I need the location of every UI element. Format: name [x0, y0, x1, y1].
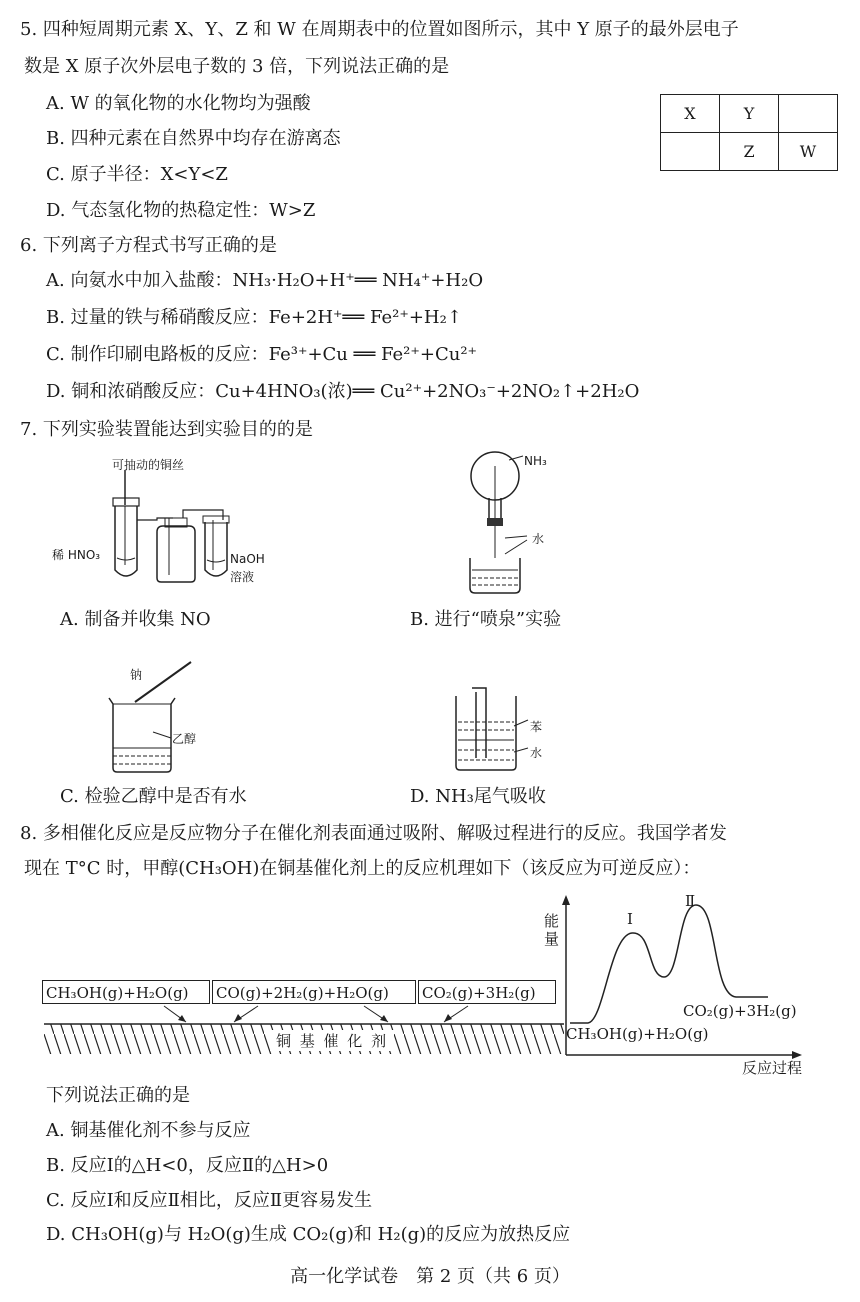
cell-empty-2 [661, 133, 720, 171]
page-footer: 高一化学试卷 第 2 页（共 6 页） [290, 1266, 570, 1287]
q5-option-d: D. 气态氢化物的热稳定性：W>Z [46, 200, 316, 221]
q5-stem-line1: 5. 四种短周期元素 X、Y、Z 和 W 在周期表中的位置如图所示，其中 Y 原子的最外层电子 [20, 19, 739, 40]
label-nh3: NH₃ [524, 454, 547, 468]
apparatus-c-drawing [105, 660, 205, 780]
q7-stem: 7. 下列实验装置能达到实验目的的是 [20, 419, 313, 440]
progress-axis-label: 反应过程 [742, 1059, 803, 1077]
label-ethanol: 乙醇 [172, 732, 197, 746]
label-solution: 溶液 [230, 570, 255, 584]
label-dilute-hno3: 稀 HNO₃ [52, 548, 101, 562]
q8-stem-line2: 现在 T°C 时，甲醇(CH₃OH)在铜基催化剂上的反应机理如下（该反应为可逆反应）： [24, 858, 701, 879]
apparatus-b-drawing [465, 448, 545, 598]
q6-option-c: C. 制作印刷电路板的反应：Fe³⁺+Cu ══ Fe²⁺+Cu²⁺ [46, 344, 478, 365]
cell-z: Z [720, 133, 779, 171]
q8-option-d: D. CH₃OH(g)与 H₂O(g)生成 CO₂(g)和 H₂(g)的反应为放热反应 [46, 1224, 571, 1245]
reactant-energy-label: CH₃OH(g)+H₂O(g) [566, 1025, 709, 1043]
periodic-table-fragment [660, 94, 838, 171]
label-copper-wire: 可抽动的铜丝 [112, 458, 185, 472]
q6-stem: 6. 下列离子方程式书写正确的是 [20, 235, 277, 256]
q6-option-b: B. 过量的铁与稀硝酸反应：Fe+2H⁺══ Fe²⁺+H₂↑ [46, 307, 462, 328]
label-sodium: 钠 [130, 668, 143, 682]
q8-prompt: 下列说法正确的是 [46, 1085, 190, 1106]
cell-y: Y [720, 95, 779, 133]
energy-axis-label: 能量 [544, 912, 560, 948]
q7-option-d: D. NH₃尾气吸收 [410, 786, 546, 807]
apparatus-d-drawing [452, 686, 542, 776]
peak-label-2: Ⅱ [685, 892, 696, 910]
label-water-d: 水 [530, 746, 543, 760]
q5-option-b: B. 四种元素在自然界中均存在游离态 [46, 128, 341, 149]
q6-option-a: A. 向氨水中加入盐酸：NH₃·H₂O+H⁺══ NH₄⁺+H₂O [46, 270, 484, 291]
label-naoh: NaOH [230, 552, 265, 566]
cell-empty-1 [779, 95, 838, 133]
q7-option-a: A. 制备并收集 NO [60, 609, 211, 630]
q8-stem-line1: 8. 多相催化反应是反应物分子在催化剂表面通过吸附、解吸过程进行的反应。我国学者发 [20, 823, 727, 844]
mechanism-box-products: CO₂(g)+3H₂(g) [418, 980, 556, 1004]
cell-x: X [661, 95, 720, 133]
q8-option-c: C. 反应Ⅰ和反应Ⅱ相比，反应Ⅱ更容易发生 [46, 1190, 373, 1211]
mechanism-box-intermediate: CO(g)+2H₂(g)+H₂O(g) [212, 980, 416, 1004]
q5-option-c: C. 原子半径：X<Y<Z [46, 164, 228, 185]
q8-option-a: A. 铜基催化剂不参与反应 [46, 1120, 251, 1141]
q5-stem-line2: 数是 X 原子次外层电子数的 3 倍，下列说法正确的是 [24, 56, 450, 77]
product-energy-label: CO₂(g)+3H₂(g) [683, 1002, 797, 1020]
cell-w: W [779, 133, 838, 171]
label-water-b: 水 [532, 532, 545, 546]
q7-option-b: B. 进行“喷泉”实验 [410, 609, 562, 630]
label-benzene: 苯 [530, 720, 543, 734]
q6-option-d: D. 铜和浓硝酸反应：Cu+4HNO₃(浓)══ Cu²⁺+2NO₃⁻+2NO₂↑+2H₂O [46, 381, 640, 402]
q5-option-a: A. W 的氧化物的水化物均为强酸 [46, 93, 311, 114]
mechanism-box-reactants: CH₃OH(g)+H₂O(g) [42, 980, 210, 1004]
q8-option-b: B. 反应Ⅰ的△H<0，反应Ⅱ的△H>0 [46, 1155, 329, 1176]
peak-label-1: Ⅰ [627, 910, 633, 928]
catalyst-label: 铜 基 催 化 剂 [270, 1030, 394, 1051]
q7-option-c: C. 检验乙醇中是否有水 [60, 786, 247, 807]
